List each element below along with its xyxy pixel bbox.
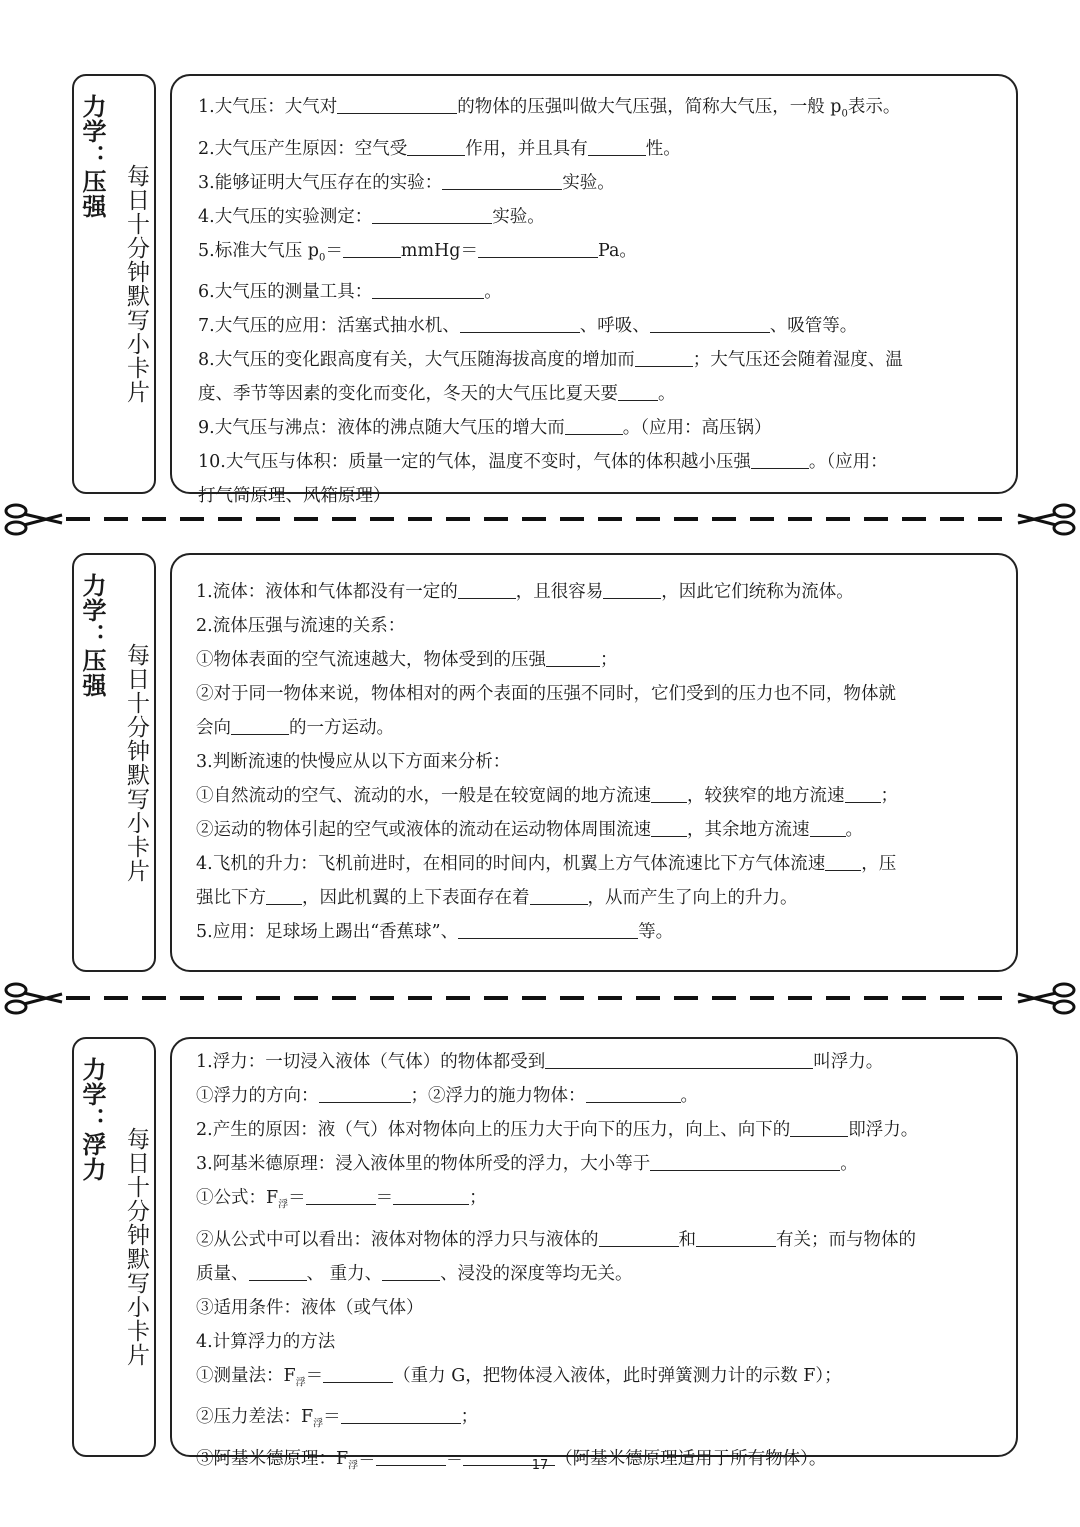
blank — [603, 578, 661, 599]
blank — [696, 1226, 776, 1247]
card2-line-11: 5.应用：足球场上踢出“香蕉球”、 等。 — [196, 915, 992, 949]
cut-line-2 — [0, 978, 1080, 1018]
blank — [372, 278, 484, 299]
scissors-icon — [1018, 984, 1074, 1013]
card3-line-1: 1.浮力：一切浸入液体（气体）的物体都受到 叫浮力。 — [196, 1045, 992, 1079]
blank — [651, 816, 687, 837]
scissors-icon — [6, 505, 62, 534]
card2-line-2: 2.流体压强与流速的关系： — [196, 616, 406, 636]
page-number: 17 — [531, 1458, 549, 1473]
card3-line-10: ①测量法：$F_浮=$ （重力 G，把物体浸入液体，此时弹簧测力计的示数 F）； — [196, 1359, 992, 1401]
card3-line-2: ①浮力的方向： ；②浮力的施力物体： 。 — [196, 1079, 992, 1113]
blank — [382, 1260, 440, 1281]
blank — [407, 135, 465, 156]
card3-line-12: ③阿基米德原理：$F_浮=$ ＝ （阿基米德原理适用于所有物体）。 — [196, 1442, 992, 1484]
card1-content — [170, 74, 1018, 506]
blank — [231, 714, 289, 735]
card3-line-11: ②压力差法：$F_浮=$ ； — [196, 1400, 992, 1442]
card2-side-label — [72, 553, 156, 972]
card1-line-11: 10.大气压与体积：质量一定的气体，温度不变时，气体的体积越小压强 。（应用： — [198, 445, 992, 479]
card2-line-6: 3.判断流速的快慢应从以下方面来分析： — [196, 752, 511, 772]
blank — [249, 1260, 307, 1281]
card1-line-8: 8.大气压的变化跟高度有关，大气压随海拔高度的增加而 ；大气压还会随着湿度、温 — [198, 343, 992, 377]
blank — [530, 884, 588, 905]
blank — [343, 237, 401, 258]
blank — [372, 203, 492, 224]
blank — [341, 1403, 461, 1424]
card2-line-4: ②对于同一物体来说，物体相对的两个表面的压强不同时，它们受到的压力也不同，物体就 — [196, 684, 896, 704]
card3-line-7: 质量、 、 重力、 、浸没的深度等均无关。 — [196, 1257, 992, 1291]
blank — [458, 578, 516, 599]
blank — [337, 93, 457, 114]
blank — [478, 237, 598, 258]
card3-topic-title: 力学：浮力 — [78, 1057, 107, 1182]
card2-content — [170, 553, 1018, 972]
blank — [319, 1082, 411, 1103]
card1-line-6: 6.大气压的测量工具： 。 — [198, 275, 992, 309]
card3-line-4: 3.阿基米德原理：浸入液体里的物体所受的浮力，大小等于 。 — [196, 1147, 992, 1181]
card1-side-label — [72, 74, 156, 494]
blank — [546, 646, 600, 667]
blank — [393, 1184, 469, 1205]
cut-line-1 — [0, 499, 1080, 539]
card3-side-label — [72, 1037, 156, 1457]
blank — [618, 380, 658, 401]
blank — [458, 918, 638, 939]
card3-line-8: ③适用条件：液体（或气体） — [196, 1297, 424, 1318]
blank — [306, 1184, 376, 1205]
card2-line-8: ②运动的物体引起的空气或液体的流动在运动物体周围流速 ，其余地方流速 。 — [196, 813, 992, 847]
card1-series-title: 每日十分钟默写小卡片 — [123, 164, 149, 404]
card1-topic-title: 力学：压强 — [78, 94, 107, 219]
blank — [790, 1116, 848, 1137]
blank — [845, 782, 881, 803]
card2-series-title: 每日十分钟默写小卡片 — [123, 642, 149, 883]
blank — [825, 850, 861, 871]
card1-line-9: 度、季节等因素的变化而变化，冬天的大气压比夏天要 。 — [198, 377, 992, 411]
card2-line-10: 强比下方 ，因此机翼的上下表面存在着 ，从而产生了向上的升力。 — [196, 881, 992, 915]
card2-line-9: 4.飞机的升力：飞机前进时，在相同的时间内，机翼上方气体流速比下方气体流速 ，压 — [196, 847, 992, 881]
card3-line-9: 4.计算浮力的方法 — [196, 1331, 336, 1352]
card3-line-5: ①公式：$F_浮=$ ＝ ； — [196, 1181, 992, 1223]
blank — [650, 1150, 840, 1171]
blank — [323, 1362, 393, 1383]
blank — [810, 816, 846, 837]
blank — [442, 169, 562, 190]
card2-line-7: ①自然流动的空气、流动的水，一般是在较宽阔的地方流速 ，较狭窄的地方流速 ； — [196, 779, 992, 813]
blank — [545, 1048, 813, 1069]
blank — [266, 884, 302, 905]
card2-line-3: ①物体表面的空气流速越大，物体受到的压强 ； — [196, 643, 992, 677]
card1-line-10: 9.大气压与沸点：液体的沸点随大气压的增大而 。（应用：高压锅） — [198, 411, 992, 445]
blank — [651, 782, 687, 803]
card3-series-title: 每日十分钟默写小卡片 — [123, 1127, 149, 1367]
blank — [565, 414, 623, 435]
blank — [635, 346, 693, 367]
blank — [588, 135, 646, 156]
card2-line-5: 会向 的一方运动。 — [196, 711, 992, 745]
blank — [599, 1226, 679, 1247]
card1-line-4: 4.大气压的实验测定： 实验。 — [198, 200, 992, 234]
scissors-icon — [6, 984, 62, 1013]
card1-line-2: 2.大气压产生原因：空气受 作用，并且具有 性。 — [198, 132, 992, 166]
card2-topic-title: 力学：压强 — [78, 572, 107, 698]
blank — [650, 312, 770, 333]
card3-line-3: 2.产生的原因：液（气）体对物体向上的压力大于向下的压力，向上、向下的 即浮力。 — [196, 1113, 992, 1147]
card1-line-1: 1.大气压：大气对 的物体的压强叫做大气压强，简称大气压，一般 $p_0$表示。 — [198, 90, 992, 132]
card2-line-1: 1.流体：液体和气体都没有一定的 ，且很容易 ，因此它们统称为流体。 — [196, 575, 992, 609]
card3-line-6: ②从公式中可以看出：液体对物体的浮力只与液体的 和 有关；而与物体的 — [196, 1223, 992, 1257]
scissors-icon — [1018, 505, 1074, 534]
card1-line-7: 7.大气压的应用：活塞式抽水机、 、呼吸、 、吸管等。 — [198, 309, 992, 343]
blank — [586, 1082, 681, 1103]
blank — [751, 448, 809, 469]
card1-line-5: 5.标准大气压 $p_0=$ mmHg＝ Pa。 — [198, 234, 992, 276]
card1-line-3: 3.能够证明大气压存在的实验： 实验。 — [198, 166, 992, 200]
card1-line-12: 打气筒原理、风箱原理） — [198, 486, 391, 506]
blank — [460, 312, 580, 333]
